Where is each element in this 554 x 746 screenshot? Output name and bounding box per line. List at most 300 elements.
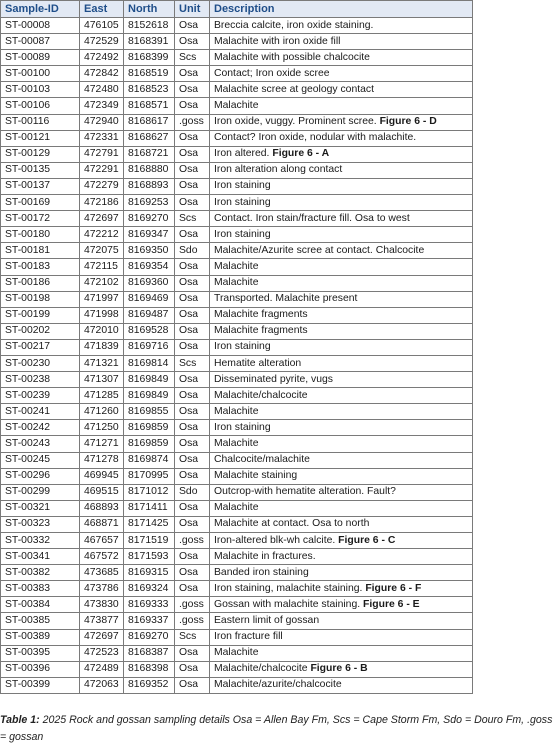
cell-north: 8169253 <box>124 195 175 211</box>
header-sample-id: Sample-ID <box>1 1 80 18</box>
table-row <box>1 484 473 500</box>
cell-sample-id: ST-00103 <box>1 82 80 98</box>
figure-reference: Figure 6 - F <box>365 582 422 594</box>
cell-east: 472075 <box>80 243 124 259</box>
table-row <box>1 34 473 50</box>
cell-sample-id: ST-00172 <box>1 211 80 227</box>
table-row <box>1 597 473 613</box>
cell-sample-id: ST-00395 <box>1 645 80 661</box>
cell-description <box>210 82 473 98</box>
description-text: Malachite with iron oxide fill <box>214 35 341 47</box>
cell-east: 472010 <box>80 323 124 339</box>
cell-sample-id: ST-00106 <box>1 98 80 114</box>
cell-sample-id: ST-00089 <box>1 50 80 66</box>
cell-east: 472279 <box>80 178 124 194</box>
cell-east: 468893 <box>80 500 124 516</box>
table-row <box>1 195 473 211</box>
table-row <box>1 372 473 388</box>
cell-north: 8169324 <box>124 581 175 597</box>
cell-description <box>210 661 473 677</box>
description-text: Malachite in fractures. <box>214 550 316 562</box>
cell-east: 472291 <box>80 162 124 178</box>
cell-sample-id: ST-00198 <box>1 291 80 307</box>
table-row <box>1 18 473 34</box>
cell-east: 472489 <box>80 661 124 677</box>
description-text: Iron staining <box>214 180 271 192</box>
table-row <box>1 130 473 146</box>
description-text: Contact? Iron oxide, nodular with malachite. <box>214 132 417 144</box>
table-row <box>1 50 473 66</box>
cell-description <box>210 339 473 355</box>
cell-sample-id: ST-00230 <box>1 355 80 371</box>
description-text: Iron staining, malachite staining. <box>214 582 366 594</box>
cell-description <box>210 323 473 339</box>
figure-reference: Figure 6 - A <box>272 148 330 160</box>
cell-unit: Sdo <box>175 243 210 259</box>
description-text: Iron staining <box>214 228 271 240</box>
table-row <box>1 114 473 130</box>
cell-sample-id: ST-00382 <box>1 565 80 581</box>
cell-description <box>210 50 473 66</box>
cell-description <box>210 243 473 259</box>
cell-north: 8169354 <box>124 259 175 275</box>
cell-sample-id: ST-00121 <box>1 130 80 146</box>
table-row <box>1 565 473 581</box>
cell-description <box>210 18 473 34</box>
cell-description <box>210 146 473 162</box>
cell-north: 8169528 <box>124 323 175 339</box>
cell-description <box>210 484 473 500</box>
cell-east: 472791 <box>80 146 124 162</box>
caption-text: 2025 Rock and gossan sampling details Osa = Allen Bay Fm, Scs = Cape Storm Fm, Sdo = Douro Fm, .goss = gossan <box>0 714 553 743</box>
cell-unit: Osa <box>175 259 210 275</box>
cell-east: 472523 <box>80 645 124 661</box>
cell-description <box>210 404 473 420</box>
table-body <box>1 18 473 694</box>
cell-description <box>210 291 473 307</box>
cell-east: 472212 <box>80 227 124 243</box>
table-row <box>1 178 473 194</box>
table-row <box>1 98 473 114</box>
description-text: Chalcocite/malachite <box>214 454 310 466</box>
cell-east: 472697 <box>80 211 124 227</box>
cell-unit: Osa <box>175 195 210 211</box>
cell-sample-id: ST-00341 <box>1 549 80 565</box>
cell-north: 8169716 <box>124 339 175 355</box>
cell-unit: Osa <box>175 291 210 307</box>
table-row <box>1 259 473 275</box>
cell-sample-id: ST-00199 <box>1 307 80 323</box>
cell-description <box>210 388 473 404</box>
cell-description <box>210 500 473 516</box>
cell-description <box>210 355 473 371</box>
table-row <box>1 388 473 404</box>
cell-east: 473877 <box>80 613 124 629</box>
cell-description <box>210 581 473 597</box>
cell-unit: Osa <box>175 146 210 162</box>
cell-north: 8168523 <box>124 82 175 98</box>
cell-description <box>210 420 473 436</box>
cell-east: 476105 <box>80 18 124 34</box>
cell-unit: Osa <box>175 500 210 516</box>
table-row <box>1 549 473 565</box>
cell-sample-id: ST-00396 <box>1 661 80 677</box>
header-north: North <box>124 1 175 18</box>
cell-unit: Osa <box>175 661 210 677</box>
table-row <box>1 162 473 178</box>
cell-north: 8169315 <box>124 565 175 581</box>
cell-unit: Osa <box>175 677 210 693</box>
table-row <box>1 66 473 82</box>
cell-unit: Osa <box>175 581 210 597</box>
cell-description <box>210 645 473 661</box>
description-text: Gossan with malachite staining. <box>214 598 364 610</box>
table-row <box>1 227 473 243</box>
table-row <box>1 677 473 693</box>
cell-description <box>210 468 473 484</box>
cell-unit: Osa <box>175 339 210 355</box>
cell-description <box>210 162 473 178</box>
description-text: Malachite <box>214 277 259 289</box>
cell-unit: Osa <box>175 82 210 98</box>
description-text: Iron staining <box>214 421 271 433</box>
cell-description <box>210 98 473 114</box>
cell-description <box>210 372 473 388</box>
cell-east: 469515 <box>80 484 124 500</box>
cell-east: 472186 <box>80 195 124 211</box>
cell-east: 471260 <box>80 404 124 420</box>
description-text: Iron alteration along contact <box>214 164 343 176</box>
cell-north: 8152618 <box>124 18 175 34</box>
cell-east: 467572 <box>80 549 124 565</box>
cell-north: 8171411 <box>124 500 175 516</box>
cell-east: 472063 <box>80 677 124 693</box>
table-row <box>1 436 473 452</box>
table-row <box>1 146 473 162</box>
description-text: Hematite alteration <box>214 357 302 369</box>
cell-north: 8169859 <box>124 420 175 436</box>
table-caption <box>0 712 554 746</box>
table-row <box>1 581 473 597</box>
cell-sample-id: ST-00129 <box>1 146 80 162</box>
cell-east: 471271 <box>80 436 124 452</box>
cell-unit: Osa <box>175 178 210 194</box>
description-text: Malachite scree at geology contact <box>214 83 374 95</box>
cell-sample-id: ST-00383 <box>1 581 80 597</box>
cell-north: 8168387 <box>124 645 175 661</box>
cell-north: 8169352 <box>124 677 175 693</box>
description-text: Malachite/azurite/chalcocite <box>214 679 342 691</box>
table-row <box>1 661 473 677</box>
description-text: Contact; Iron oxide scree <box>214 67 330 79</box>
cell-north: 8169337 <box>124 613 175 629</box>
cell-east: 472529 <box>80 34 124 50</box>
cell-description <box>210 34 473 50</box>
cell-east: 471285 <box>80 388 124 404</box>
table-row <box>1 291 473 307</box>
cell-east: 472102 <box>80 275 124 291</box>
cell-north: 8170995 <box>124 468 175 484</box>
table-row <box>1 243 473 259</box>
table-row <box>1 339 473 355</box>
cell-unit: .goss <box>175 533 210 549</box>
description-text: Malachite staining <box>214 470 298 482</box>
cell-description <box>210 452 473 468</box>
cell-description <box>210 549 473 565</box>
cell-unit: Osa <box>175 34 210 50</box>
cell-east: 472480 <box>80 82 124 98</box>
cell-description <box>210 307 473 323</box>
cell-north: 8168398 <box>124 661 175 677</box>
description-text: Malachite with possible chalcocite <box>214 51 370 63</box>
cell-unit: Osa <box>175 516 210 532</box>
table-row <box>1 468 473 484</box>
figure-reference: Figure 6 - E <box>363 598 420 610</box>
cell-north: 8168617 <box>124 114 175 130</box>
cell-east: 472940 <box>80 114 124 130</box>
cell-north: 8169333 <box>124 597 175 613</box>
cell-unit: Scs <box>175 629 210 645</box>
cell-east: 472492 <box>80 50 124 66</box>
cell-sample-id: ST-00384 <box>1 597 80 613</box>
cell-north: 8169270 <box>124 629 175 645</box>
cell-north: 8169360 <box>124 275 175 291</box>
cell-north: 8169487 <box>124 307 175 323</box>
cell-sample-id: ST-00389 <box>1 629 80 645</box>
cell-north: 8169350 <box>124 243 175 259</box>
cell-unit: .goss <box>175 597 210 613</box>
cell-north: 8168399 <box>124 50 175 66</box>
cell-description <box>210 533 473 549</box>
table-row <box>1 645 473 661</box>
cell-east: 471997 <box>80 291 124 307</box>
cell-north: 8168627 <box>124 130 175 146</box>
cell-unit: Scs <box>175 355 210 371</box>
description-text: Malachite/chalcocite <box>214 663 311 675</box>
cell-description <box>210 275 473 291</box>
cell-east: 472349 <box>80 98 124 114</box>
cell-unit: Osa <box>175 98 210 114</box>
cell-north: 8168880 <box>124 162 175 178</box>
cell-sample-id: ST-00008 <box>1 18 80 34</box>
description-text: Malachite at contact. Osa to north <box>214 518 370 530</box>
cell-north: 8169347 <box>124 227 175 243</box>
description-text: Malachite <box>214 437 259 449</box>
cell-unit: Osa <box>175 565 210 581</box>
cell-unit: Osa <box>175 436 210 452</box>
cell-unit: Osa <box>175 388 210 404</box>
description-text: Malachite <box>214 405 259 417</box>
cell-unit: Osa <box>175 420 210 436</box>
cell-unit: Sdo <box>175 484 210 500</box>
table-row <box>1 323 473 339</box>
cell-unit: Osa <box>175 130 210 146</box>
cell-unit: Scs <box>175 211 210 227</box>
cell-east: 472842 <box>80 66 124 82</box>
table-row <box>1 420 473 436</box>
cell-description <box>210 66 473 82</box>
cell-north: 8169874 <box>124 452 175 468</box>
cell-unit: Osa <box>175 452 210 468</box>
cell-north: 8169849 <box>124 388 175 404</box>
cell-sample-id: ST-00217 <box>1 339 80 355</box>
table-row <box>1 533 473 549</box>
cell-unit: Osa <box>175 404 210 420</box>
cell-description <box>210 114 473 130</box>
cell-description <box>210 629 473 645</box>
cell-description <box>210 677 473 693</box>
cell-north: 8171593 <box>124 549 175 565</box>
cell-sample-id: ST-00100 <box>1 66 80 82</box>
cell-north: 8169849 <box>124 372 175 388</box>
table-row <box>1 629 473 645</box>
cell-east: 471998 <box>80 307 124 323</box>
cell-north: 8168391 <box>124 34 175 50</box>
cell-sample-id: ST-00323 <box>1 516 80 532</box>
cell-unit: Osa <box>175 227 210 243</box>
cell-unit: Osa <box>175 323 210 339</box>
cell-description <box>210 130 473 146</box>
cell-unit: Osa <box>175 66 210 82</box>
table-row <box>1 307 473 323</box>
cell-unit: Osa <box>175 645 210 661</box>
cell-unit: Osa <box>175 275 210 291</box>
description-text: Malachite fragments <box>214 309 308 321</box>
cell-sample-id: ST-00299 <box>1 484 80 500</box>
cell-sample-id: ST-00181 <box>1 243 80 259</box>
description-text: Malachite/Azurite scree at contact. Chalcocite <box>214 244 425 256</box>
cell-east: 469945 <box>80 468 124 484</box>
cell-unit: Osa <box>175 307 210 323</box>
cell-east: 473685 <box>80 565 124 581</box>
description-text: Transported. Malachite present <box>214 293 358 305</box>
cell-sample-id: ST-00137 <box>1 178 80 194</box>
cell-east: 472697 <box>80 629 124 645</box>
description-text: Outcrop-with hematite alteration. Fault? <box>214 486 396 498</box>
header-row <box>1 1 473 18</box>
cell-sample-id: ST-00116 <box>1 114 80 130</box>
cell-unit: Scs <box>175 50 210 66</box>
description-text: Iron fracture fill <box>214 631 283 643</box>
cell-east: 473830 <box>80 597 124 613</box>
description-text: Breccia calcite, iron oxide staining. <box>214 19 374 31</box>
cell-north: 8168893 <box>124 178 175 194</box>
description-text: Contact. Iron stain/fracture fill. Osa to west <box>214 212 410 224</box>
table-header <box>1 1 473 18</box>
cell-description <box>210 565 473 581</box>
cell-sample-id: ST-00239 <box>1 388 80 404</box>
cell-unit: Osa <box>175 372 210 388</box>
cell-sample-id: ST-00385 <box>1 613 80 629</box>
cell-description <box>210 613 473 629</box>
table-row <box>1 500 473 516</box>
cell-north: 8171519 <box>124 533 175 549</box>
cell-east: 468871 <box>80 516 124 532</box>
cell-unit: .goss <box>175 114 210 130</box>
description-text: Malachite <box>214 260 259 272</box>
cell-sample-id: ST-00183 <box>1 259 80 275</box>
header-description: Description <box>210 1 473 18</box>
cell-east: 471278 <box>80 452 124 468</box>
description-text: Iron staining <box>214 196 271 208</box>
cell-east: 471307 <box>80 372 124 388</box>
cell-unit: Osa <box>175 18 210 34</box>
cell-sample-id: ST-00332 <box>1 533 80 549</box>
description-text: Eastern limit of gossan <box>214 615 320 627</box>
description-text: Banded iron staining <box>214 566 309 578</box>
cell-description <box>210 227 473 243</box>
cell-east: 471321 <box>80 355 124 371</box>
cell-description <box>210 178 473 194</box>
cell-sample-id: ST-00242 <box>1 420 80 436</box>
description-text: Disseminated pyrite, vugs <box>214 373 333 385</box>
table-row <box>1 404 473 420</box>
cell-north: 8168571 <box>124 98 175 114</box>
cell-unit: Osa <box>175 549 210 565</box>
description-text: Malachite/chalcocite <box>214 389 308 401</box>
cell-sample-id: ST-00241 <box>1 404 80 420</box>
cell-unit: Osa <box>175 468 210 484</box>
table-row <box>1 211 473 227</box>
table-row <box>1 452 473 468</box>
cell-sample-id: ST-00321 <box>1 500 80 516</box>
cell-sample-id: ST-00238 <box>1 372 80 388</box>
description-text: Iron-altered blk-wh calcite. <box>214 534 339 546</box>
cell-north: 8169469 <box>124 291 175 307</box>
cell-description <box>210 597 473 613</box>
table-row <box>1 516 473 532</box>
cell-description <box>210 211 473 227</box>
cell-north: 8169855 <box>124 404 175 420</box>
cell-east: 472331 <box>80 130 124 146</box>
cell-unit: .goss <box>175 613 210 629</box>
cell-description <box>210 195 473 211</box>
caption-label: Table 1: <box>0 714 40 726</box>
header-east: East <box>80 1 124 18</box>
cell-sample-id: ST-00186 <box>1 275 80 291</box>
cell-sample-id: ST-00202 <box>1 323 80 339</box>
cell-north: 8169814 <box>124 355 175 371</box>
cell-east: 472115 <box>80 259 124 275</box>
cell-sample-id: ST-00245 <box>1 452 80 468</box>
cell-description <box>210 516 473 532</box>
figure-reference: Figure 6 - B <box>310 663 368 675</box>
cell-north: 8168721 <box>124 146 175 162</box>
table-row <box>1 275 473 291</box>
cell-east: 473786 <box>80 581 124 597</box>
cell-sample-id: ST-00399 <box>1 677 80 693</box>
cell-sample-id: ST-00296 <box>1 468 80 484</box>
cell-east: 471250 <box>80 420 124 436</box>
cell-east: 467657 <box>80 533 124 549</box>
cell-sample-id: ST-00087 <box>1 34 80 50</box>
description-text: Iron altered. <box>214 148 273 160</box>
cell-sample-id: ST-00169 <box>1 195 80 211</box>
description-text: Malachite <box>214 647 259 659</box>
description-text: Malachite <box>214 502 259 514</box>
description-text: Malachite <box>214 100 259 112</box>
description-text: Malachite fragments <box>214 325 308 337</box>
cell-sample-id: ST-00243 <box>1 436 80 452</box>
table-row <box>1 82 473 98</box>
table-row <box>1 355 473 371</box>
cell-sample-id: ST-00135 <box>1 162 80 178</box>
cell-north: 8171012 <box>124 484 175 500</box>
figure-reference: Figure 6 - D <box>379 116 437 128</box>
figure-reference: Figure 6 - C <box>338 534 396 546</box>
cell-north: 8169270 <box>124 211 175 227</box>
table-row <box>1 613 473 629</box>
